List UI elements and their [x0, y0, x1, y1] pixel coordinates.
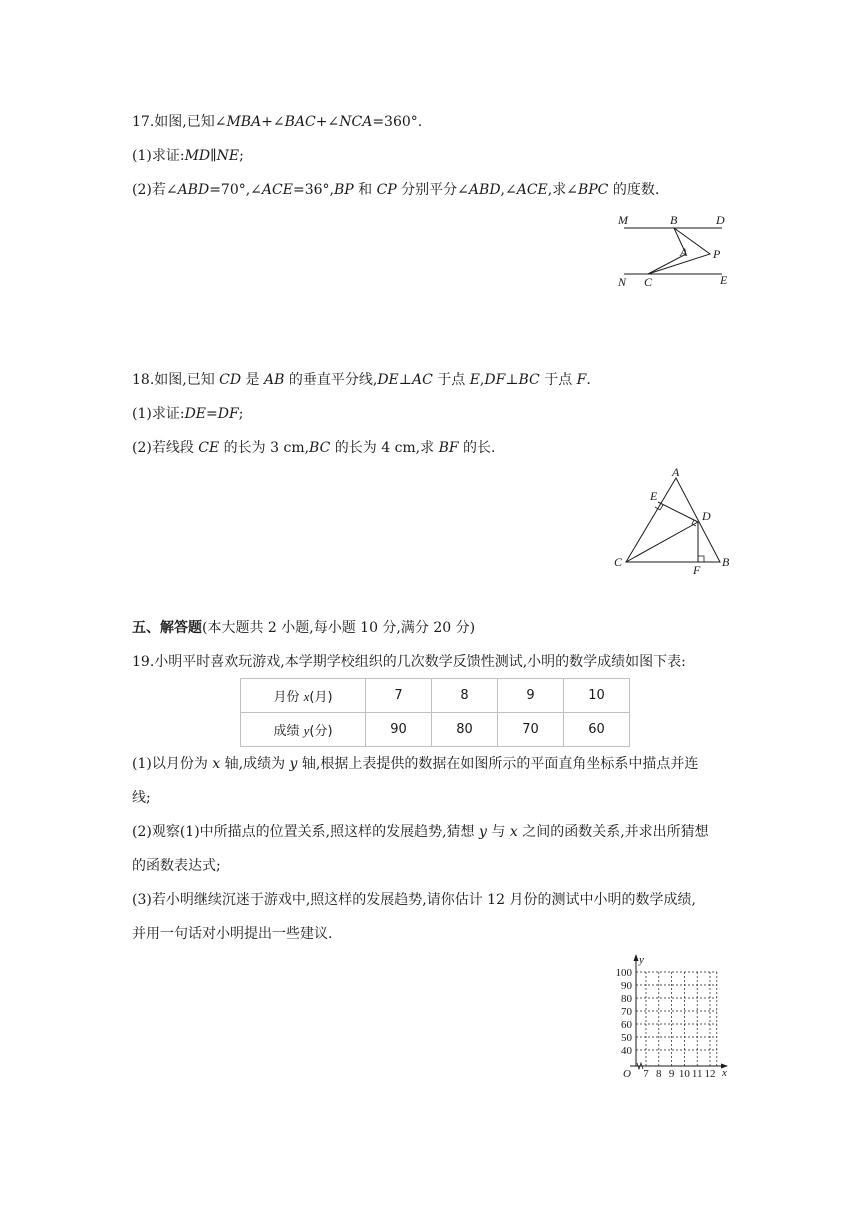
table-cell: 9 [498, 679, 564, 713]
x-tick-label: 11 [691, 1068, 703, 1080]
q19-intro: 19.小明平时喜欢玩游戏,本学期学校组织的几次数学反馈性测试,小明的数学成绩如图下表: [132, 654, 686, 670]
table-cell: 7 [366, 679, 432, 713]
section-5-heading: 五、解答题(本大题共 2 小题,每小题 10 分,满分 20 分) [132, 620, 476, 636]
q17-part2: (2)若∠ABD=70°,∠ACE=36°,BP 和 CP 分别平分∠ABD,∠ACE,求∠BPC 的度数. [132, 182, 660, 198]
x-tick-labels [643, 1068, 715, 1080]
x-axis-break [637, 1063, 643, 1069]
x-tick-label: 7 [643, 1068, 649, 1080]
y-tick-label: 50 [621, 1032, 632, 1044]
q19-part2: (2)观察(1)中所描点的位置关系,照这样的发展趋势,猜想 y 与 x 之间的函数关系,并求出所猜想 [132, 824, 709, 840]
y-tick-label: 90 [621, 980, 632, 992]
y-axis-label: y [639, 954, 644, 966]
table-row-month [241, 679, 630, 713]
q19-part1: (1)以月份为 x 轴,成绩为 y 轴,根据上表提供的数据在如图所示的平面直角坐标系中描点并连 [132, 756, 699, 772]
label-b: B [670, 213, 678, 227]
q18-part1: (1)求证:DE=DF; [132, 406, 244, 422]
label-b: B [722, 555, 730, 569]
table-cell: 70 [498, 713, 564, 747]
table-head-month: 月份 x(月) [241, 679, 366, 713]
table-cell: 60 [564, 713, 630, 747]
table-cell: 8 [432, 679, 498, 713]
x-tick-label: 9 [668, 1068, 675, 1080]
q18-part2: (2)若线段 CE 的长为 3 cm,BC 的长为 4 cm,求 BF 的长. [132, 440, 496, 456]
label-f: F [693, 563, 701, 576]
q19-part3-cont: 并用一句话对小明提出一些建议. [132, 926, 333, 942]
y-axis-arrow [634, 954, 639, 961]
y-tick-labels [616, 967, 633, 1057]
label-n: N [618, 275, 627, 289]
q19-part3: (3)若小明继续沉迷于游戏中,照这样的发展趋势,请你估计 12 月份的测试中小明的数学成绩, [132, 892, 696, 908]
label-p: P [713, 247, 721, 261]
table-cell: 90 [366, 713, 432, 747]
label-m: M [618, 213, 628, 227]
q19-part1-cont: 线; [132, 790, 151, 806]
x-tick-label: 12 [704, 1068, 716, 1080]
origin-label: O [623, 1068, 631, 1080]
q19-grid-figure [606, 952, 736, 1080]
label-c: C [644, 275, 653, 289]
segment-de [658, 502, 698, 522]
table-cell: 80 [432, 713, 498, 747]
label-a: A [680, 245, 688, 259]
x-tick-label: 10 [678, 1068, 690, 1080]
right-angle-f [698, 556, 704, 562]
label-a: A [672, 466, 680, 479]
table-cell: 10 [564, 679, 630, 713]
x-axis-label: x [722, 1067, 727, 1079]
q19-part2-cont: 的函数表达式; [132, 858, 221, 874]
y-tick-label: 80 [621, 993, 632, 1005]
label-e: E [720, 273, 728, 287]
table-head-score: 成绩 y(分) [241, 713, 366, 747]
segment-cd [626, 522, 698, 562]
y-tick-label: 40 [621, 1045, 632, 1057]
path-b-p-c [648, 228, 710, 274]
y-tick-label: 70 [621, 1006, 632, 1018]
table-row-score [241, 713, 630, 747]
q18-figure [610, 466, 740, 576]
score-table [240, 678, 630, 747]
q17-figure [610, 208, 740, 292]
x-tick-label: 8 [656, 1068, 662, 1080]
q18-stem: 18.如图,已知 CD 是 AB 的垂直平分线,DE⊥AC 于点 E,DF⊥BC 于点 F. [132, 372, 591, 388]
grid-lines [636, 972, 717, 1066]
label-d: D [702, 509, 711, 523]
label-e: E [650, 489, 658, 503]
q17-part1: (1)求证:MD∥NE; [132, 148, 244, 164]
y-tick-label: 100 [615, 967, 632, 979]
label-c: C [614, 555, 623, 569]
y-tick-label: 60 [621, 1019, 632, 1031]
q17-stem: 17.如图,已知∠MBA+∠BAC+∠NCA=360°. [132, 114, 423, 130]
label-d: D [716, 213, 725, 227]
